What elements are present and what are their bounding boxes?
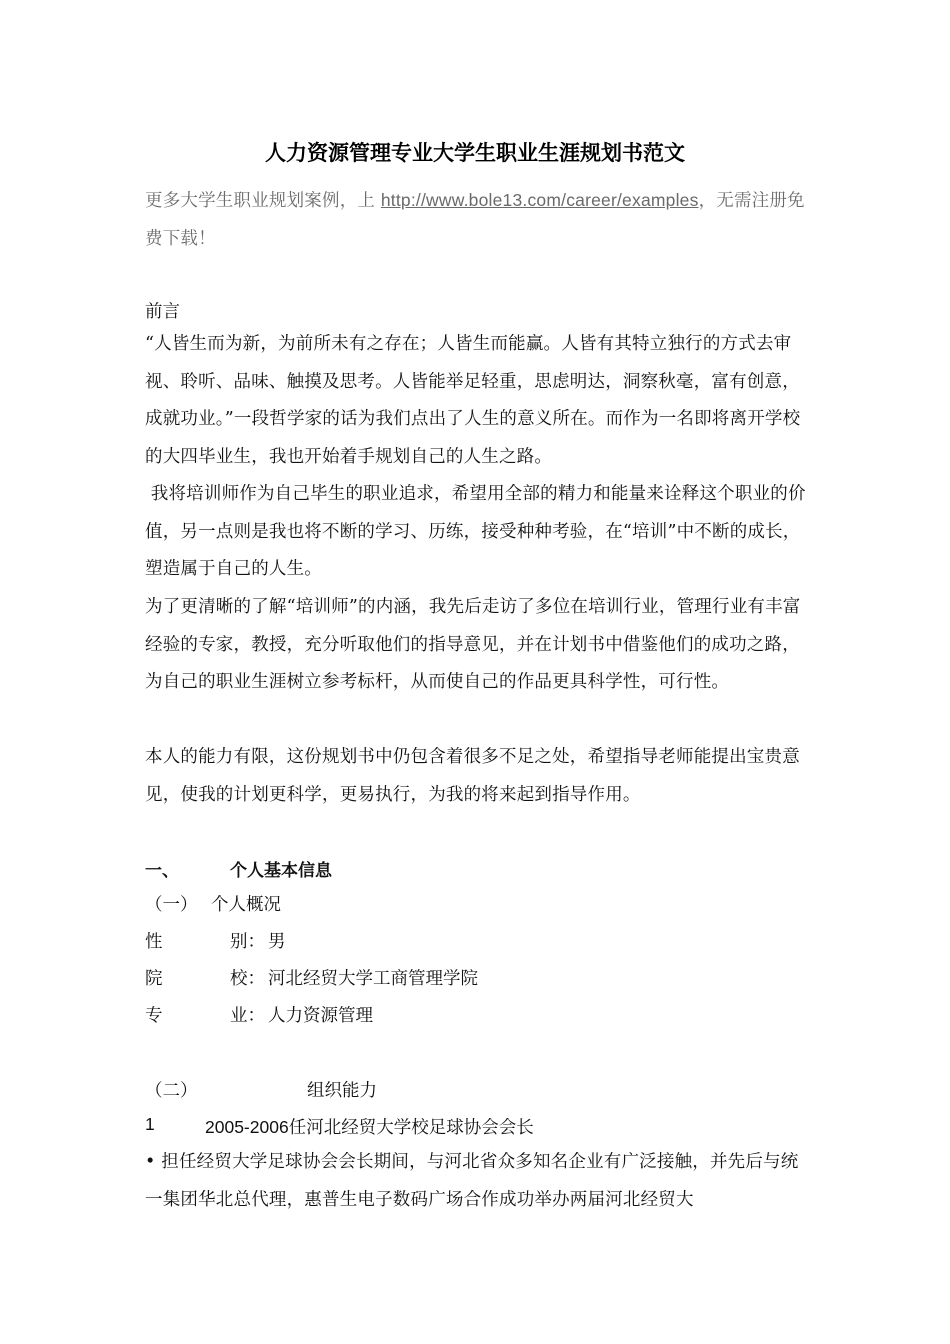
field-school-value: 河北经贸大学工商管理学院 <box>268 969 478 989</box>
item-1-years: 2005-2006 <box>205 1117 289 1137</box>
section-1-number: 一、 <box>145 861 179 881</box>
item-1-text: 任河北经贸大学校足球协会会长 <box>288 1118 534 1138</box>
field-school-label-a: 院 <box>145 969 163 989</box>
preface-paragraph-2: 我将培训师作为自己毕生的职业追求，希望用全部的精力和能量来诠释这个职业的价值，另一点则是我也将不断的学习、历练，接受种种考验，在“培训”中不断的成长，塑造属于自己的人生。 <box>145 484 806 579</box>
document-title: 人力资源管理专业大学生职业生涯规划书范文 <box>265 141 685 165</box>
examples-link[interactable]: http://www.bole13.com/career/examples <box>380 190 699 210</box>
intro-suffix: ，无需注册免费下载！ <box>145 191 805 249</box>
section-1-heading: 个人基本信息 <box>230 861 332 881</box>
intro-prefix: 更多大学生职业规划案例，上 <box>145 191 381 211</box>
field-major-label-b: 业： <box>230 1006 265 1026</box>
field-gender-label-a: 性 <box>145 932 163 952</box>
preface-paragraph-4: 本人的能力有限，这份规划书中仍包含着很多不足之处，希望指导老师能提出宝贵意见，使我的计划更科学，更易执行，为我的将来起到指导作用。 <box>145 747 800 805</box>
item-1-line <box>205 1114 534 1139</box>
field-school-label-b: 校： <box>230 969 265 989</box>
intro-paragraph <box>145 182 810 258</box>
field-major-label-a: 专 <box>145 1006 163 1026</box>
item-1-number: 1 <box>145 1114 155 1134</box>
field-gender-label-b: 别： <box>230 932 265 952</box>
subsection-1-number: （一） <box>145 895 198 915</box>
bullet-paragraph: • 担任经贸大学足球协会会长期间，与河北省众多知名企业有广泛接触，并先后与统一集团华北总代理，惠普生电子数码广场合作成功举办两届河北经贸大 <box>145 1152 799 1210</box>
preface-paragraph-3: 为了更清晰的了解“培训师”的内涵，我先后走访了多位在培训行业，管理行业有丰富经验的专家，教授，充分听取他们的指导意见，并在计划书中借鉴他们的成功之路，为自己的职业生涯树立参考标杆，从而使自己的作品更具科学性，可行性。 <box>145 597 801 692</box>
field-major-value: 人力资源管理 <box>268 1006 373 1026</box>
field-gender-value: 男 <box>268 932 286 952</box>
preface-heading: 前言 <box>145 302 180 322</box>
subsection-1-heading: 个人概况 <box>211 895 281 915</box>
preface-paragraph-1: “人皆生而为新，为前所未有之存在；人皆生而能赢。人皆有其特立独行的方式去审视、聆听、品味、触摸及思考。人皆能举足轻重，思虑明达，洞察秋毫，富有创意，成就功业。”一段哲学家的话为我们点出了人生的意义所在。而作为一名即将离开学校的大四毕业生，我也开始着手规划自己的人生之路。 <box>145 334 801 467</box>
subsection-2-heading: 组织能力 <box>307 1081 377 1101</box>
subsection-2-number: （二） <box>145 1081 198 1101</box>
